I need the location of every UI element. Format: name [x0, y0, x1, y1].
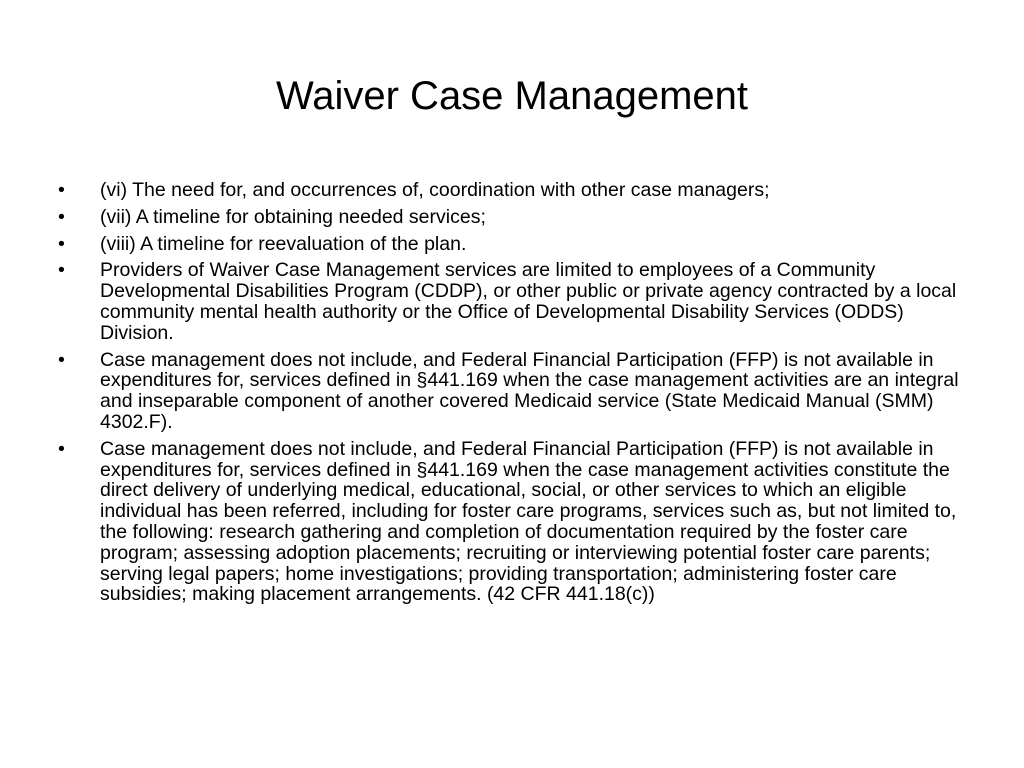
bullet-text: Providers of Waiver Case Management services are limited to employees of a Community Developmental Disabilities Program (CDDP), or other public or private agency contracted by a local community mental health authority or the Office of Developmental Disability Services (ODDS) Division.: [100, 259, 957, 344]
list-item: [58, 350, 968, 433]
bullet-text: (vii) A timeline for obtaining needed services;: [100, 205, 486, 228]
bullet-text: Case management does not include, and Federal Financial Participation (FFP) is not available in expenditures for, services defined in §441.169 when the case management activities are an integral and inseparable component of another covered Medicaid service (State Medicaid Manual (SMM) 4302.F).: [100, 348, 959, 433]
bullet-icon: •: [58, 232, 65, 255]
bullet-icon: •: [58, 437, 65, 460]
bullet-text: Case management does not include, and Federal Financial Participation (FFP) is not available in expenditures for, services defined in §441.169 when the case management activities constitute the direct delivery of underlying medical, educational, social, or other services to which an eligible individual has been referred, including for foster care programs, services such as, but not limited to, the following: research gathering and completion of documentation required by the foster care program; assessing adoption placements; recruiting or interviewing potential foster care parents; serving legal papers; home investigations; providing transportation; administering foster care subsidies; making placement arrangements. (42 CFR 441.18(c)): [100, 437, 957, 606]
bullet-list: [58, 180, 968, 611]
list-item: [58, 260, 968, 343]
bullet-text: (vi) The need for, and occurrences of, coordination with other case managers;: [100, 179, 770, 201]
bullet-text: (viii) A timeline for reevaluation of the plan.: [100, 232, 467, 255]
bullet-icon: •: [58, 348, 65, 371]
bullet-icon: •: [58, 179, 65, 201]
list-item: [58, 180, 968, 201]
slide-title: Waiver Case Management: [275, 74, 749, 118]
list-item: [58, 439, 968, 605]
bullet-icon: •: [58, 205, 65, 228]
list-item: [58, 207, 968, 228]
list-item: [58, 234, 968, 255]
bullet-icon: •: [58, 259, 65, 282]
